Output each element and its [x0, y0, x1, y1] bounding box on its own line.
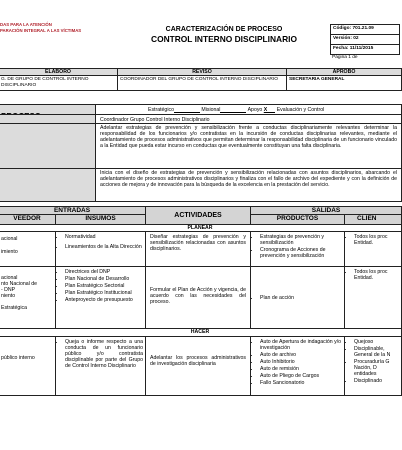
row2-proveedor-line: - DNP	[1, 287, 16, 293]
elaboro-label: ELABORO	[0, 68, 118, 76]
row3-proveedor-line: público interno	[1, 355, 35, 361]
elaboro-value: G. DE GRUPO DE CONTROL INTERNO DISCIPLINARIO	[0, 75, 118, 91]
list-item: • Plan Nacional de Desarrollo	[65, 276, 143, 282]
row2-proveedor	[0, 266, 56, 329]
doc-date: Fecha: 11/11/2015	[330, 44, 400, 55]
list-item: • Auto de Pliego de Cargos	[260, 373, 342, 379]
list-item: • Queja o informe respecto a una conducta de un funcionario público y/o contratista disciplinable por parte del Grupo de Control Interno Disciplinario	[65, 339, 143, 369]
clientes-header: CLIEN	[344, 214, 402, 225]
row1-clientes	[344, 231, 402, 267]
doc-version: Versión: 02	[330, 34, 400, 45]
list-item: • Plan Estratégico Sectorial	[65, 283, 143, 289]
list-item: • Normatividad	[65, 234, 143, 240]
aprobo-value: SECRETARIA GENERAL	[286, 75, 402, 91]
insumos-header: INSUMOS	[55, 214, 146, 225]
row2-productos	[250, 266, 345, 329]
misional-option: Misional	[201, 107, 221, 113]
estrategico-option: Estratégico	[148, 107, 174, 113]
list-item: • Procuraduría G Nación, D entidades	[354, 359, 399, 377]
alcance-text: Inicia con el diseño de estrategias de prevención y sensibilización relacionadas con asuntos disciplinarios, abarcando el adelantamiento de procesos administrativos disciplinarios y finaliza con el fallo de archivo del expediente y con la definición de acciones de mejora y de innovación para la búsqueda de la excelencia en la prestación del servicio.	[95, 168, 402, 202]
header-title-2: CONTROL INTERNO DISCIPLINARIO	[151, 34, 297, 44]
list-item: • Quejoso	[354, 339, 399, 345]
list-item: • Directrices del DNP	[65, 269, 143, 275]
row2-clientes	[344, 266, 402, 329]
list-item: • Cronograma de Acciones de prevención y sensibilización	[260, 247, 342, 259]
list-item: • Fallo Sancionatorio	[260, 380, 342, 386]
header-title-block	[118, 8, 330, 58]
doc-code: Código: 701.21.09	[330, 24, 400, 35]
reviso-value: COORDINADOR DEL GRUPO DE CONTROL INTERNO DISCIPLINARIO	[117, 75, 287, 91]
planear-section: PLANEAR	[0, 224, 402, 232]
logo	[0, 22, 118, 42]
list-item: • Todos los proc Entidad.	[354, 234, 399, 246]
row2-actividad: Formular el Plan de Acción y vigencia, de acuerdo con las necesidades del proceso.	[145, 266, 251, 329]
list-item: • Plan Estratégico Institucional	[65, 290, 143, 296]
list-item: • Estrategias de prevención y sensibilización	[260, 234, 342, 246]
row2-insumos	[55, 266, 146, 329]
reviso-label: REVISO	[117, 68, 287, 76]
list-item: • Anteproyecto de presupuesto	[65, 297, 143, 303]
row2-proveedor-line: acional	[1, 275, 18, 281]
header-title-1: CARACTERIZACIÓN DE PROCESO	[165, 26, 283, 33]
row3-proveedor	[0, 336, 56, 396]
aprobo-label: APROBO	[286, 68, 402, 76]
hacer-section: HACER	[0, 328, 402, 337]
logo-line-1: DAS PARA LA ATENCIÓN	[0, 22, 52, 27]
list-item: • Auto de archivo	[260, 352, 342, 358]
row2-proveedor-line: Estratégica	[1, 305, 27, 311]
row1-proveedor	[0, 231, 56, 267]
logo-line-2: PARACIÓN INTEGRAL A LAS VÍCTIMAS	[0, 27, 82, 33]
objetivo-label-cell	[0, 123, 96, 169]
apoyo-option: Apoyo	[247, 107, 263, 113]
row1-proveedor-line: acional	[1, 236, 18, 242]
list-item: • Auto de Apertura de indagación y/o investigación	[260, 339, 342, 351]
list-item: • Lineamientos de la Alta Dirección	[65, 244, 143, 250]
alcance-label-cell	[0, 168, 96, 202]
list-item: • Disciplinado	[354, 378, 399, 384]
actividades-header: ACTIVIDADES	[145, 206, 251, 225]
row3-actividad: Adelantar los procesos administrativos de investigación disciplinaria	[145, 336, 251, 396]
proveedor-header: VEEDOR	[0, 214, 56, 225]
row1-proveedor-line: imiento	[1, 249, 18, 255]
list-item: • Todos los proc Entidad.	[354, 269, 399, 281]
entradas-header: ENTRADAS	[0, 206, 146, 215]
row1-actividad: Diseñar estrategias de prevención y sensibilización relacionadas con asuntos disciplinarios.	[145, 231, 251, 267]
salidas-header: SALIDAS	[250, 206, 402, 215]
doc-page: Página 1 de	[332, 55, 358, 60]
row3-clientes	[344, 336, 402, 396]
list-item: • Auto Inhibitorio	[260, 359, 342, 365]
responsable-value: Coordinador Grupo Control Interno Disciplinario	[95, 114, 402, 124]
row1-productos	[250, 231, 345, 267]
row2-proveedor-line: niento	[1, 293, 16, 299]
row1-insumos	[55, 231, 146, 267]
row3-insumos	[55, 336, 146, 396]
doc-meta	[330, 24, 400, 60]
productos-header: PRODUCTOS	[250, 214, 345, 225]
row2-proveedor-line: nto Nacional de	[1, 281, 38, 287]
apoyo-mark: X	[263, 107, 268, 113]
evaluacion-option: Evaluación y Control	[276, 107, 325, 113]
row3-productos	[250, 336, 345, 396]
objetivo-text: Adelantar estrategias de prevención y sensibilización frente a conductas disciplinariamente relevantes determinar la responsabilidad de los funcionarios y/o contratistas en la incursión de conductas disciplinarias relevantes, mediante el adelantamiento de procesos administrativos que permitan determinar la responsabilidad disciplinaria de un funcionario vinculado a la Entidad que pueda estar incurso en conductas que eventualmente constituyan una falta disciplinaria.	[95, 123, 402, 169]
list-item: • Plan de acción	[260, 295, 342, 301]
list-item: • Disciplinable, General de la N	[354, 346, 399, 358]
list-item: • Auto de remisión	[260, 366, 342, 372]
